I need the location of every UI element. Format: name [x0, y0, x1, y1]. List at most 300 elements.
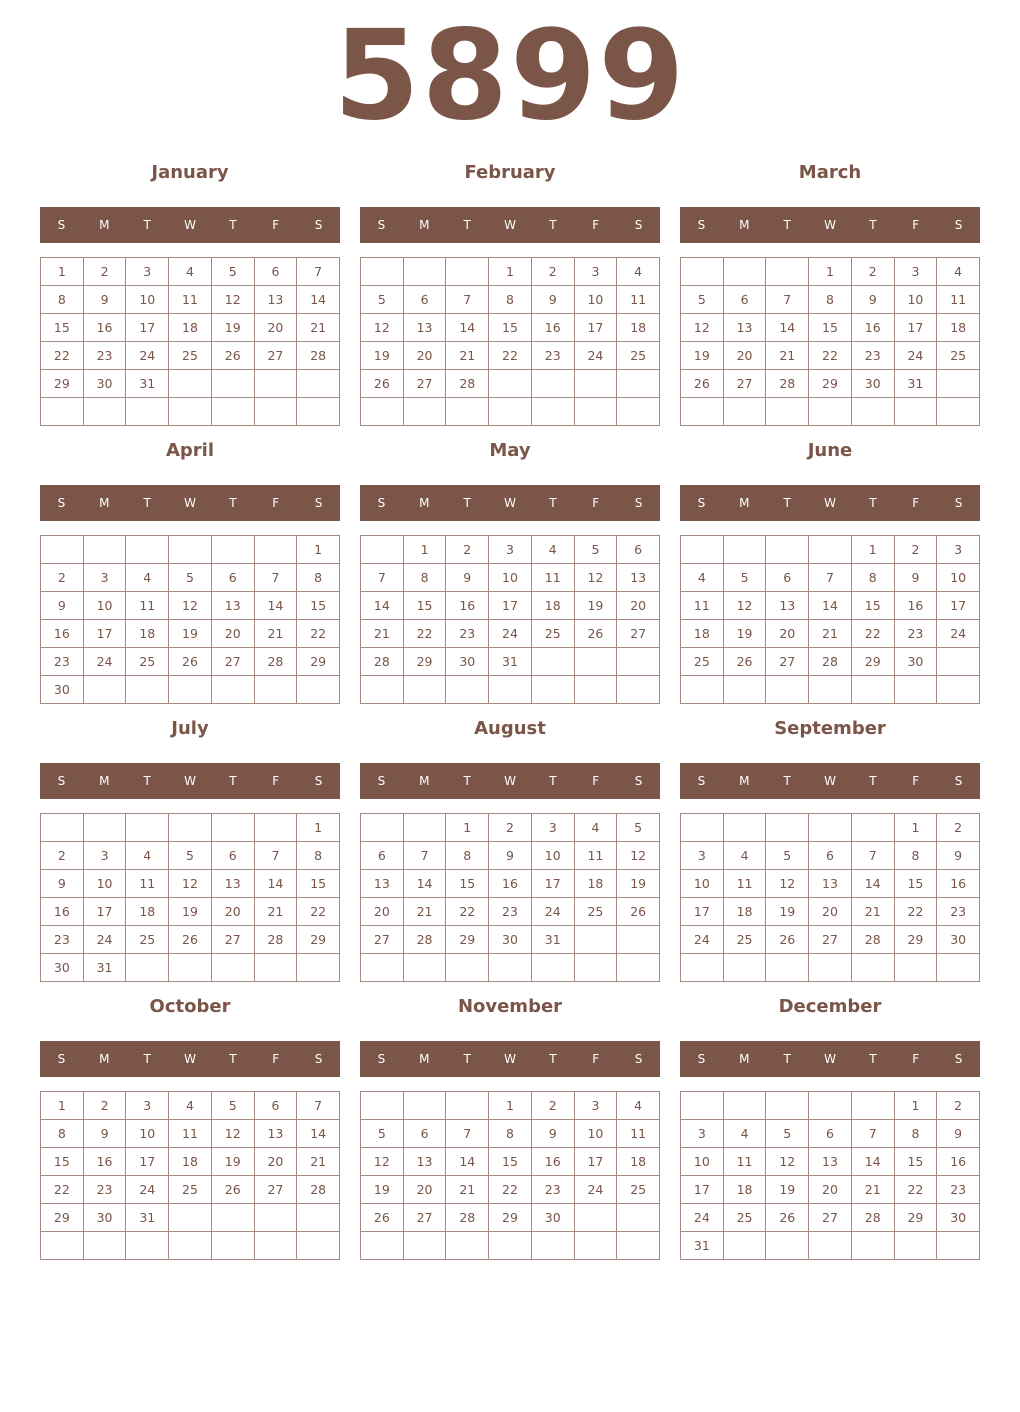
day-cell: 30 [532, 1204, 575, 1232]
empty-day-cell [297, 370, 340, 398]
day-cell: 5 [169, 842, 212, 870]
weekday-label: S [697, 218, 706, 232]
day-cell: 14 [852, 870, 895, 898]
weekday-label: M [739, 1052, 750, 1066]
empty-day-cell [169, 398, 212, 426]
weekday-label: S [57, 1052, 66, 1066]
day-cell: 12 [724, 592, 767, 620]
day-cell: 1 [809, 258, 852, 286]
weekday-label: W [504, 774, 516, 788]
day-cell: 9 [937, 842, 980, 870]
empty-day-cell [126, 814, 169, 842]
day-cell: 28 [404, 926, 447, 954]
weekday-label: M [419, 774, 430, 788]
day-cell: 23 [937, 1176, 980, 1204]
day-cell: 5 [361, 1120, 404, 1148]
weekday-label: T [549, 496, 557, 510]
day-cell: 10 [84, 870, 127, 898]
day-cell: 29 [446, 926, 489, 954]
day-grid [680, 1091, 980, 1260]
day-cell: 30 [41, 676, 84, 704]
day-cell: 23 [41, 648, 84, 676]
day-cell: 16 [852, 314, 895, 342]
empty-day-cell [84, 676, 127, 704]
day-cell: 13 [809, 870, 852, 898]
day-cell: 11 [724, 1148, 767, 1176]
day-cell: 6 [255, 258, 298, 286]
day-cell: 3 [681, 1120, 724, 1148]
day-cell: 11 [681, 592, 724, 620]
empty-day-cell [575, 926, 618, 954]
empty-day-cell [852, 1232, 895, 1260]
day-cell: 18 [532, 592, 575, 620]
day-cell: 8 [489, 286, 532, 314]
empty-day-cell [681, 676, 724, 704]
day-cell: 21 [404, 898, 447, 926]
day-cell: 29 [41, 1204, 84, 1232]
day-cell: 20 [255, 1148, 298, 1176]
weekday-label: T [783, 218, 791, 232]
weekday-label: S [57, 496, 66, 510]
day-cell: 19 [766, 898, 809, 926]
empty-day-cell [297, 676, 340, 704]
day-cell: 2 [84, 1092, 127, 1120]
day-cell: 12 [361, 1148, 404, 1176]
empty-day-cell [617, 676, 660, 704]
day-cell: 1 [446, 814, 489, 842]
weekday-label: M [739, 774, 750, 788]
month-name: September [774, 718, 886, 739]
day-cell: 13 [617, 564, 660, 592]
day-cell: 17 [84, 620, 127, 648]
empty-day-cell [724, 398, 767, 426]
day-cell: 26 [766, 926, 809, 954]
weekday-label: F [592, 774, 600, 788]
day-cell: 9 [532, 286, 575, 314]
day-cell: 18 [169, 1148, 212, 1176]
empty-day-cell [937, 648, 980, 676]
weekday-label: M [419, 496, 430, 510]
day-cell: 14 [255, 592, 298, 620]
empty-day-cell [255, 1204, 298, 1232]
day-cell: 8 [852, 564, 895, 592]
day-cell: 15 [809, 314, 852, 342]
weekday-label: S [954, 774, 963, 788]
day-cell: 27 [404, 1204, 447, 1232]
weekday-label: W [824, 218, 836, 232]
day-cell: 7 [446, 1120, 489, 1148]
day-cell: 2 [41, 842, 84, 870]
day-cell: 26 [361, 1204, 404, 1232]
day-cell: 8 [297, 842, 340, 870]
weekday-label: M [99, 218, 110, 232]
day-cell: 25 [724, 926, 767, 954]
day-cell: 29 [895, 1204, 938, 1232]
day-cell: 17 [84, 898, 127, 926]
day-cell: 24 [126, 1176, 169, 1204]
empty-day-cell [404, 1092, 447, 1120]
day-cell: 13 [404, 314, 447, 342]
day-cell: 18 [937, 314, 980, 342]
day-cell: 9 [41, 592, 84, 620]
day-cell: 15 [41, 1148, 84, 1176]
day-cell: 4 [724, 842, 767, 870]
day-cell: 28 [852, 1204, 895, 1232]
empty-day-cell [169, 370, 212, 398]
day-cell: 4 [126, 842, 169, 870]
day-cell: 19 [724, 620, 767, 648]
day-cell: 22 [852, 620, 895, 648]
day-cell: 29 [895, 926, 938, 954]
day-cell: 26 [169, 648, 212, 676]
day-cell: 4 [575, 814, 618, 842]
weekday-label: S [634, 1052, 643, 1066]
weekday-label: T [229, 1052, 237, 1066]
empty-day-cell [489, 676, 532, 704]
day-cell: 19 [766, 1176, 809, 1204]
month-january [40, 150, 340, 428]
day-cell: 14 [809, 592, 852, 620]
day-cell: 22 [489, 1176, 532, 1204]
day-cell: 30 [937, 926, 980, 954]
day-cell: 4 [169, 1092, 212, 1120]
day-cell: 17 [681, 1176, 724, 1204]
day-cell: 14 [255, 870, 298, 898]
day-cell: 1 [297, 814, 340, 842]
empty-day-cell [617, 1204, 660, 1232]
day-cell: 23 [532, 1176, 575, 1204]
day-cell: 14 [852, 1148, 895, 1176]
day-cell: 4 [532, 536, 575, 564]
weekday-label: S [954, 496, 963, 510]
empty-day-cell [255, 398, 298, 426]
empty-day-cell [169, 536, 212, 564]
day-cell: 19 [681, 342, 724, 370]
day-cell: 17 [126, 1148, 169, 1176]
empty-day-cell [575, 954, 618, 982]
day-cell: 24 [937, 620, 980, 648]
weekday-label: W [824, 1052, 836, 1066]
day-cell: 27 [724, 370, 767, 398]
day-cell: 23 [937, 898, 980, 926]
day-cell: 28 [255, 926, 298, 954]
day-cell: 18 [617, 1148, 660, 1176]
day-cell: 10 [895, 286, 938, 314]
empty-day-cell [532, 676, 575, 704]
day-cell: 7 [809, 564, 852, 592]
day-cell: 14 [297, 1120, 340, 1148]
empty-day-cell [766, 1092, 809, 1120]
empty-day-cell [809, 676, 852, 704]
month-november [360, 984, 660, 1262]
day-cell: 8 [404, 564, 447, 592]
day-cell: 14 [766, 314, 809, 342]
weekday-label: M [99, 1052, 110, 1066]
day-cell: 4 [126, 564, 169, 592]
day-cell: 26 [724, 648, 767, 676]
day-cell: 8 [297, 564, 340, 592]
weekday-header [360, 207, 660, 243]
day-cell: 31 [681, 1232, 724, 1260]
day-cell: 27 [212, 648, 255, 676]
day-grid [360, 257, 660, 426]
day-cell: 18 [169, 314, 212, 342]
empty-day-cell [212, 1204, 255, 1232]
day-grid [40, 1091, 340, 1260]
day-cell: 6 [724, 286, 767, 314]
day-cell: 17 [575, 314, 618, 342]
empty-day-cell [724, 536, 767, 564]
empty-day-cell [212, 1232, 255, 1260]
empty-day-cell [255, 954, 298, 982]
day-cell: 11 [937, 286, 980, 314]
day-cell: 20 [724, 342, 767, 370]
day-cell: 2 [489, 814, 532, 842]
empty-day-cell [41, 536, 84, 564]
day-cell: 26 [681, 370, 724, 398]
day-cell: 13 [212, 870, 255, 898]
empty-day-cell [361, 676, 404, 704]
empty-day-cell [126, 1232, 169, 1260]
day-cell: 28 [446, 1204, 489, 1232]
month-name: March [798, 162, 862, 183]
day-cell: 11 [617, 1120, 660, 1148]
day-cell: 6 [255, 1092, 298, 1120]
day-cell: 24 [681, 1204, 724, 1232]
empty-day-cell [895, 398, 938, 426]
day-cell: 16 [41, 898, 84, 926]
months-grid [40, 150, 980, 1262]
month-december [680, 984, 980, 1262]
day-cell: 10 [84, 592, 127, 620]
weekday-label: S [697, 496, 706, 510]
empty-day-cell [532, 398, 575, 426]
empty-day-cell [766, 398, 809, 426]
day-cell: 13 [404, 1148, 447, 1176]
day-cell: 26 [212, 1176, 255, 1204]
day-grid [40, 535, 340, 704]
day-cell: 21 [852, 898, 895, 926]
day-cell: 3 [126, 1092, 169, 1120]
day-cell: 16 [84, 314, 127, 342]
day-cell: 31 [126, 1204, 169, 1232]
day-cell: 10 [126, 1120, 169, 1148]
day-cell: 13 [212, 592, 255, 620]
day-cell: 29 [809, 370, 852, 398]
day-cell: 26 [361, 370, 404, 398]
empty-day-cell [681, 1092, 724, 1120]
empty-day-cell [361, 258, 404, 286]
weekday-label: T [869, 774, 877, 788]
day-cell: 12 [766, 1148, 809, 1176]
empty-day-cell [126, 676, 169, 704]
empty-day-cell [361, 536, 404, 564]
empty-day-cell [297, 1232, 340, 1260]
day-cell: 24 [84, 648, 127, 676]
day-cell: 24 [575, 342, 618, 370]
day-cell: 8 [41, 1120, 84, 1148]
day-cell: 21 [446, 342, 489, 370]
day-cell: 12 [212, 286, 255, 314]
weekday-label: M [419, 218, 430, 232]
weekday-label: T [783, 1052, 791, 1066]
day-cell: 25 [169, 1176, 212, 1204]
day-cell: 23 [895, 620, 938, 648]
day-cell: 17 [895, 314, 938, 342]
weekday-label: W [504, 1052, 516, 1066]
day-cell: 15 [404, 592, 447, 620]
weekday-label: M [99, 774, 110, 788]
day-cell: 27 [212, 926, 255, 954]
day-cell: 23 [532, 342, 575, 370]
weekday-label: T [869, 218, 877, 232]
weekday-label: M [739, 496, 750, 510]
empty-day-cell [169, 1204, 212, 1232]
empty-day-cell [617, 398, 660, 426]
empty-day-cell [361, 814, 404, 842]
day-cell: 6 [361, 842, 404, 870]
day-grid [680, 813, 980, 982]
day-cell: 25 [617, 342, 660, 370]
day-cell: 22 [297, 620, 340, 648]
empty-day-cell [446, 258, 489, 286]
day-cell: 10 [532, 842, 575, 870]
day-cell: 20 [255, 314, 298, 342]
empty-day-cell [575, 648, 618, 676]
day-cell: 26 [617, 898, 660, 926]
day-cell: 30 [84, 1204, 127, 1232]
empty-day-cell [41, 814, 84, 842]
day-cell: 18 [575, 870, 618, 898]
empty-day-cell [852, 954, 895, 982]
weekday-label: F [272, 1052, 280, 1066]
weekday-label: S [314, 496, 323, 510]
weekday-header [680, 207, 980, 243]
day-cell: 24 [126, 342, 169, 370]
weekday-label: S [377, 774, 386, 788]
weekday-label: M [419, 1052, 430, 1066]
day-cell: 21 [297, 314, 340, 342]
weekday-label: S [634, 218, 643, 232]
day-cell: 5 [766, 842, 809, 870]
empty-day-cell [852, 1092, 895, 1120]
day-cell: 20 [212, 898, 255, 926]
day-cell: 5 [212, 1092, 255, 1120]
empty-day-cell [724, 1232, 767, 1260]
weekday-label: W [504, 496, 516, 510]
empty-day-cell [446, 1232, 489, 1260]
day-cell: 11 [575, 842, 618, 870]
weekday-label: S [697, 774, 706, 788]
day-cell: 7 [361, 564, 404, 592]
empty-day-cell [361, 398, 404, 426]
month-september [680, 706, 980, 984]
day-cell: 8 [895, 1120, 938, 1148]
weekday-header [40, 1041, 340, 1077]
day-cell: 15 [489, 314, 532, 342]
empty-day-cell [255, 814, 298, 842]
day-cell: 20 [404, 1176, 447, 1204]
day-cell: 28 [852, 926, 895, 954]
weekday-label: T [463, 218, 471, 232]
empty-day-cell [681, 814, 724, 842]
day-cell: 17 [937, 592, 980, 620]
day-cell: 9 [84, 286, 127, 314]
day-cell: 6 [809, 1120, 852, 1148]
empty-day-cell [575, 676, 618, 704]
day-cell: 1 [404, 536, 447, 564]
day-cell: 10 [681, 870, 724, 898]
day-cell: 29 [297, 926, 340, 954]
empty-day-cell [361, 954, 404, 982]
weekday-label: T [549, 774, 557, 788]
month-may [360, 428, 660, 706]
empty-day-cell [255, 676, 298, 704]
empty-day-cell [852, 814, 895, 842]
day-cell: 23 [84, 1176, 127, 1204]
day-cell: 22 [404, 620, 447, 648]
day-cell: 29 [489, 1204, 532, 1232]
day-cell: 1 [489, 258, 532, 286]
weekday-label: W [184, 1052, 196, 1066]
day-cell: 27 [766, 648, 809, 676]
empty-day-cell [212, 370, 255, 398]
day-cell: 7 [255, 842, 298, 870]
day-cell: 18 [126, 620, 169, 648]
day-cell: 7 [766, 286, 809, 314]
day-cell: 30 [41, 954, 84, 982]
empty-day-cell [212, 676, 255, 704]
weekday-label: T [143, 218, 151, 232]
weekday-label: S [377, 218, 386, 232]
day-cell: 18 [724, 898, 767, 926]
day-cell: 6 [404, 286, 447, 314]
day-cell: 14 [404, 870, 447, 898]
empty-day-cell [575, 1232, 618, 1260]
empty-day-cell [446, 1092, 489, 1120]
day-cell: 21 [766, 342, 809, 370]
empty-day-cell [404, 1232, 447, 1260]
day-cell: 25 [681, 648, 724, 676]
weekday-label: S [954, 1052, 963, 1066]
month-october [40, 984, 340, 1262]
day-cell: 3 [84, 564, 127, 592]
day-cell: 9 [532, 1120, 575, 1148]
empty-day-cell [617, 926, 660, 954]
day-cell: 12 [575, 564, 618, 592]
day-cell: 18 [126, 898, 169, 926]
day-cell: 21 [361, 620, 404, 648]
empty-day-cell [84, 398, 127, 426]
day-cell: 10 [681, 1148, 724, 1176]
empty-day-cell [297, 954, 340, 982]
empty-day-cell [446, 954, 489, 982]
month-july [40, 706, 340, 984]
day-cell: 14 [446, 314, 489, 342]
empty-day-cell [446, 398, 489, 426]
day-cell: 20 [404, 342, 447, 370]
empty-day-cell [84, 1232, 127, 1260]
empty-day-cell [575, 398, 618, 426]
day-cell: 17 [575, 1148, 618, 1176]
day-cell: 7 [255, 564, 298, 592]
day-cell: 6 [212, 564, 255, 592]
weekday-label: W [184, 218, 196, 232]
day-cell: 8 [895, 842, 938, 870]
day-cell: 1 [895, 814, 938, 842]
day-cell: 31 [126, 370, 169, 398]
day-cell: 11 [617, 286, 660, 314]
